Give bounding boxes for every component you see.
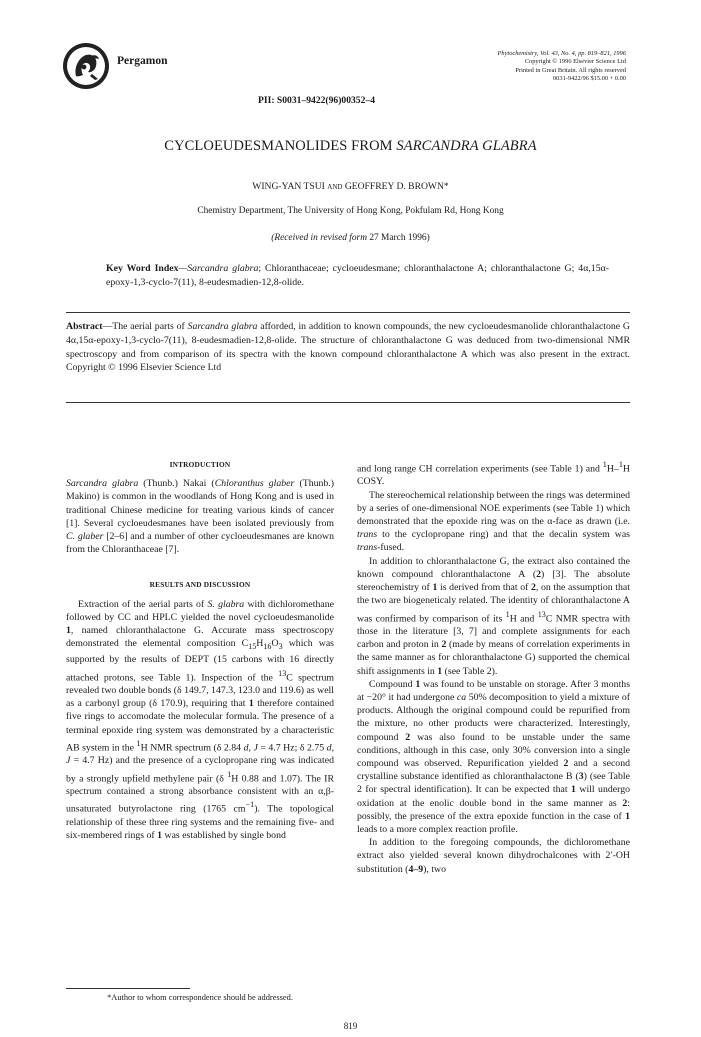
title-italic: SARCANDRA GLABRA <box>396 138 537 154</box>
title-main: CYCLOEUDESMANOLIDES FROM <box>164 138 397 154</box>
body-paragraph: In addition to the foregoing compounds, the dichloromethane extract also yielded several known dihydrochalcones with 2′-OH substitution (4–9), two <box>357 837 630 875</box>
abstract-text: afforded, in addition to known compounds, the new cycloeudesmanolide chloranthalactone G 4α,15α-epoxy-1,3-cyclo-7(11), 8-eudesmadien-12,8-olide. The structure of chloranthalactone G was deduced from two-dimensional NMR spectroscopy and from comparison of its spectra with the known compound chloranthalactone A which was also present in the extract. Copyright © 1996 Elsevier Science Ltd <box>66 321 631 374</box>
abstract-text: —The aerial parts of <box>102 321 188 332</box>
body-paragraph: Compound 1 was found to be unstable on storage. After 3 months at −20° it had undergone ca 50% decomposition to yield a mixture of products. Although the original compound could be repurified from the mixture, no other products were characterized. Interestingly, compound 2 was also found to be unstable under the same conditions, although in this case, only 30% conversion into a single compound was observed. Repurification yielded 2 and a second crystalline substance identified as chloranthalactone B (3) (see Table 2 for spectral identification). It can be expected that 1 will undergo oxidation at the enolic double bond in the same manner as 2: possibly, the presence of the extra epoxide function in the case of 1 leads to a more complex reaction profile. <box>357 678 631 836</box>
abstract-label: Abstract <box>66 321 103 332</box>
body-paragraph: and long range CH correlation experiments (see Table 1) and $^1$H–$^1$H COSY. <box>357 460 630 488</box>
pergamon-logo-icon <box>62 42 110 90</box>
footnote: *Author to whom correspondence should be addressed. <box>107 993 293 1002</box>
left-column <box>66 458 334 842</box>
keyword-label: Key Word Index <box>106 263 179 274</box>
journal-line: 0031-9422/96 $15.00 + 0.00 <box>552 74 626 82</box>
journal-line: Printed in Great Britain. All rights reserved <box>515 66 626 74</box>
abstract-italic: Sarcandra glabra <box>187 321 258 332</box>
journal-line: Copyright © 1996 Elsevier Science Ltd <box>524 58 626 66</box>
right-column <box>357 458 630 876</box>
results-paragraph: Extraction of the aerial parts of S. glabra with dichloromethane followed by CC and HPLC yielded the novel cycloeudesmanolide 1, named chloranthalactone G. Accurate mass spectroscopy demonstrated the elemental composition $C_{15}H_{16}O_3$ which was supported by the results of DEPT (15 carbons with 16 directly attached protons, see Table 1). Inspection of the $^{13}$C spectrum revealed two double bonds (δ 149.7, 147.3, 123.0 and 119.6) as well as a carbonyl group (δ 170.9), requiring that 1 therefore contained five rings to accomodate the molecular formula. The presence of a terminal epoxide ring system was demonstrated by a characteristic AB system in the $^1$H NMR spectrum (δ 2.84 d, J = 4.7 Hz; δ 2.75 d, J = 4.7 Hz) and the presence of a cyclopropane ring was indicated by a strongly upfield methylene pair (δ $^1$H 0.88 and 1.07). The IR spectrum contained a strong absorbance consistent with an α,β-unsaturated butyrolactone ring (1765 $cm^{-1}$). The topological relationship of these three ring systems and the remaining five- and six-membered rings of 1 was established by single bond <box>66 598 335 841</box>
abstract <box>66 320 630 375</box>
publisher-name: Pergamon <box>117 55 168 67</box>
section-heading-results: RESULTS AND DISCUSSION <box>149 580 251 590</box>
received-label: (Received in revised form <box>271 233 367 243</box>
section-heading-introduction: INTRODUCTION <box>169 460 231 469</box>
paper-title <box>0 138 701 155</box>
footnote-rule <box>66 988 190 989</box>
keyword-index <box>106 262 609 290</box>
abstract-rule-bottom <box>66 402 630 403</box>
intro-paragraph: Sarcandra glabra (Thunb.) Nakai (Chloranthus glaber (Thunb.) Makino) is common in the woodlands of Hong Kong and is used in traditional Chinese medicine for treating various kinds of cancer [1]. Several cycloeudesmanes have been isolated previously from C. glaber [2–6] and a number of other cycloeudesmanes are known from the Chloranthaceae [7]. <box>66 478 335 556</box>
received-value: 27 March 1996) <box>366 233 430 243</box>
keyword-italic: —Sarcandra glabra <box>178 263 259 274</box>
pii-identifier: PII: S0031–9422(96)00352–4 <box>258 95 375 106</box>
body-paragraph: The stereochemical relationship between the rings was determined by a series of one-dimensional NOE experiments (see Table 1) which demonstrated that the epoxide ring was on the α-face as drawn (i.e. trans to the cyclopropane ring) and that the decalin system was trans-fused. <box>357 489 630 554</box>
journal-line: Phytochemistry, Vol. 43, No. 4, pp. 819–821, 1996 <box>497 50 626 57</box>
journal-citation <box>386 50 626 83</box>
body-paragraph: In addition to chloranthalactone G, the extract also contained the known compound chloranthalactone A (2) [3]. The absolute stereochemistry of 1 is derived from that of 2, on the assumption that the two are biogeneticaly related. The identity of chloranthalactone A was confirmed by comparison of its $^1$H and $^{13}$C NMR spectra with those in the literature [3, 7] and complete assignments for each carbon and proton in 2 (made by means of correlation experiments in the same manner as for chloranthalactone G) supported the chemical shift assignments in 1 (see Table 2). <box>357 555 630 677</box>
received-date <box>0 233 701 243</box>
affiliation: Chemistry Department, The University of Hong Kong, Pokfulam Rd, Hong Kong <box>197 206 504 216</box>
authors: WING-YAN TSUI and GEOFFREY D. BROWN* <box>252 181 449 192</box>
page-number: 819 <box>343 1021 358 1031</box>
abstract-rule-top <box>66 312 630 313</box>
keyword-list: ; Chloranthaceae; cycloeudesmane; chloranthalactone A; chloranthalactone G; 4α,15α-epoxy-1,3-cyclo-7(11), 8-eudesmadien-12,8-olide. <box>106 263 609 288</box>
